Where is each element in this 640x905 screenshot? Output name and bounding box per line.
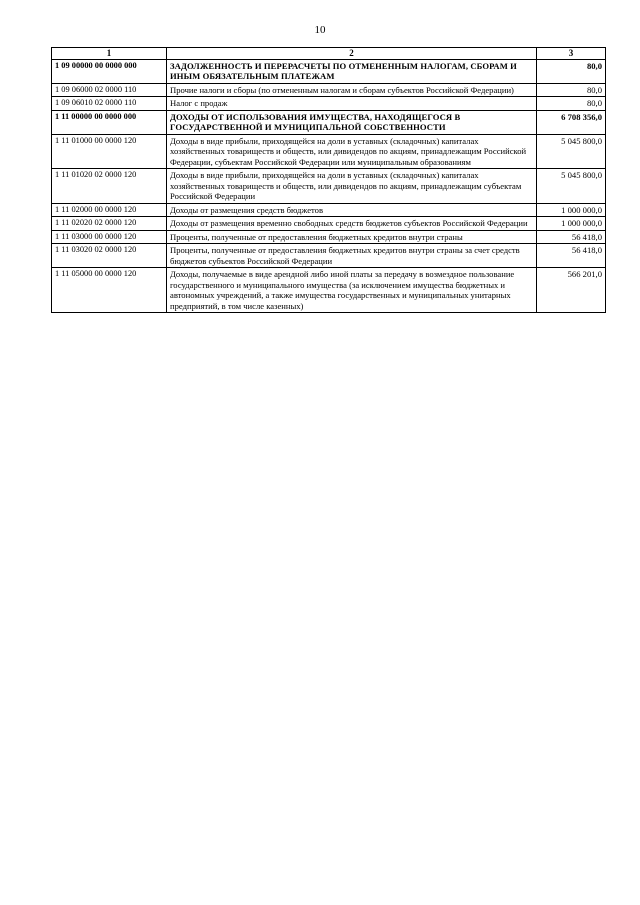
amount-value: 80,0: [537, 97, 606, 110]
amount-value: 1 000 000,0: [537, 217, 606, 230]
amount-value: 6 708 356,0: [537, 110, 606, 134]
amount-value: 5 045 800,0: [537, 169, 606, 203]
revenue-name: Доходы, получаемые в виде арендной либо иной платы за передачу в возмездное пользование государственного и муниципального имущества (за исключением имущества бюджетных и автономных учреждений, а также имущества государственных и муниципальных унитарных предприятий, в том числе казенных): [167, 268, 537, 313]
table-row: [52, 217, 606, 230]
table-row: [52, 134, 606, 168]
table-row: [52, 203, 606, 216]
amount-value: 1 000 000,0: [537, 203, 606, 216]
amount-value: 80,0: [537, 60, 606, 84]
classification-code: 1 11 00000 00 0000 000: [52, 110, 167, 134]
table-row: [52, 60, 606, 84]
amount-value: 566 201,0: [537, 268, 606, 313]
classification-code: 1 11 03020 02 0000 120: [52, 244, 167, 268]
amount-value: 56 418,0: [537, 244, 606, 268]
classification-code: 1 11 02020 02 0000 120: [52, 217, 167, 230]
revenue-name: ЗАДОЛЖЕННОСТЬ И ПЕРЕРАСЧЕТЫ ПО ОТМЕНЕННЫМ НАЛОГАМ, СБОРАМ И ИНЫМ ОБЯЗАТЕЛЬНЫМ ПЛАТЕЖАМ: [167, 60, 537, 84]
classification-code: 1 11 03000 00 0000 120: [52, 230, 167, 243]
amount-value: 56 418,0: [537, 230, 606, 243]
table-header-row: [52, 48, 606, 60]
classification-code: 1 11 01020 02 0000 120: [52, 169, 167, 203]
revenue-name: Доходы в виде прибыли, приходящейся на доли в уставных (складочных) капиталах хозяйственных товариществ и обществ, или дивидендов по акциям, принадлежащим Российской Федерации, субъектам Российской Федерации или муниципальным образованиям: [167, 134, 537, 168]
revenue-name: Доходы от размещения временно свободных средств бюджетов субъектов Российской Федерации: [167, 217, 537, 230]
table-row: [52, 230, 606, 243]
column-header-amount: 3: [537, 48, 606, 60]
classification-code: 1 09 06000 02 0000 110: [52, 83, 167, 96]
revenue-name: Доходы в виде прибыли, приходящейся на доли в уставных (складочных) капиталах хозяйственных товариществ и обществ, или дивидендов по акциям, принадлежащим субъектам Российской Федерации: [167, 169, 537, 203]
page-number: 10: [314, 24, 326, 36]
budget-revenue-table: [51, 47, 606, 313]
classification-code: 1 11 02000 00 0000 120: [52, 203, 167, 216]
revenue-name: ДОХОДЫ ОТ ИСПОЛЬЗОВАНИЯ ИМУЩЕСТВА, НАХОДЯЩЕГОСЯ В ГОСУДАРСТВЕННОЙ И МУНИЦИПАЛЬНОЙ СОБСТВЕННОСТИ: [167, 110, 537, 134]
column-header-name: 2: [167, 48, 537, 60]
revenue-name: Прочие налоги и сборы (по отмененным налогам и сборам субъектов Российской Федерации): [167, 83, 537, 96]
classification-code: 1 09 00000 00 0000 000: [52, 60, 167, 84]
revenue-name: Доходы от размещения средств бюджетов: [167, 203, 537, 216]
classification-code: 1 11 05000 00 0000 120: [52, 268, 167, 313]
amount-value: 80,0: [537, 83, 606, 96]
column-header-code: 1: [52, 48, 167, 60]
classification-code: 1 11 01000 00 0000 120: [52, 134, 167, 168]
classification-code: 1 09 06010 02 0000 110: [52, 97, 167, 110]
table-row: [52, 110, 606, 134]
revenue-name: Проценты, полученные от предоставления бюджетных кредитов внутри страны за счет средств бюджетов субъектов Российской Федерации: [167, 244, 537, 268]
table-row: [52, 97, 606, 110]
table-row: [52, 83, 606, 96]
table-row: [52, 244, 606, 268]
table-row: [52, 268, 606, 313]
revenue-name: Проценты, полученные от предоставления бюджетных кредитов внутри страны: [167, 230, 537, 243]
revenue-name: Налог с продаж: [167, 97, 537, 110]
table-row: [52, 169, 606, 203]
amount-value: 5 045 800,0: [537, 134, 606, 168]
